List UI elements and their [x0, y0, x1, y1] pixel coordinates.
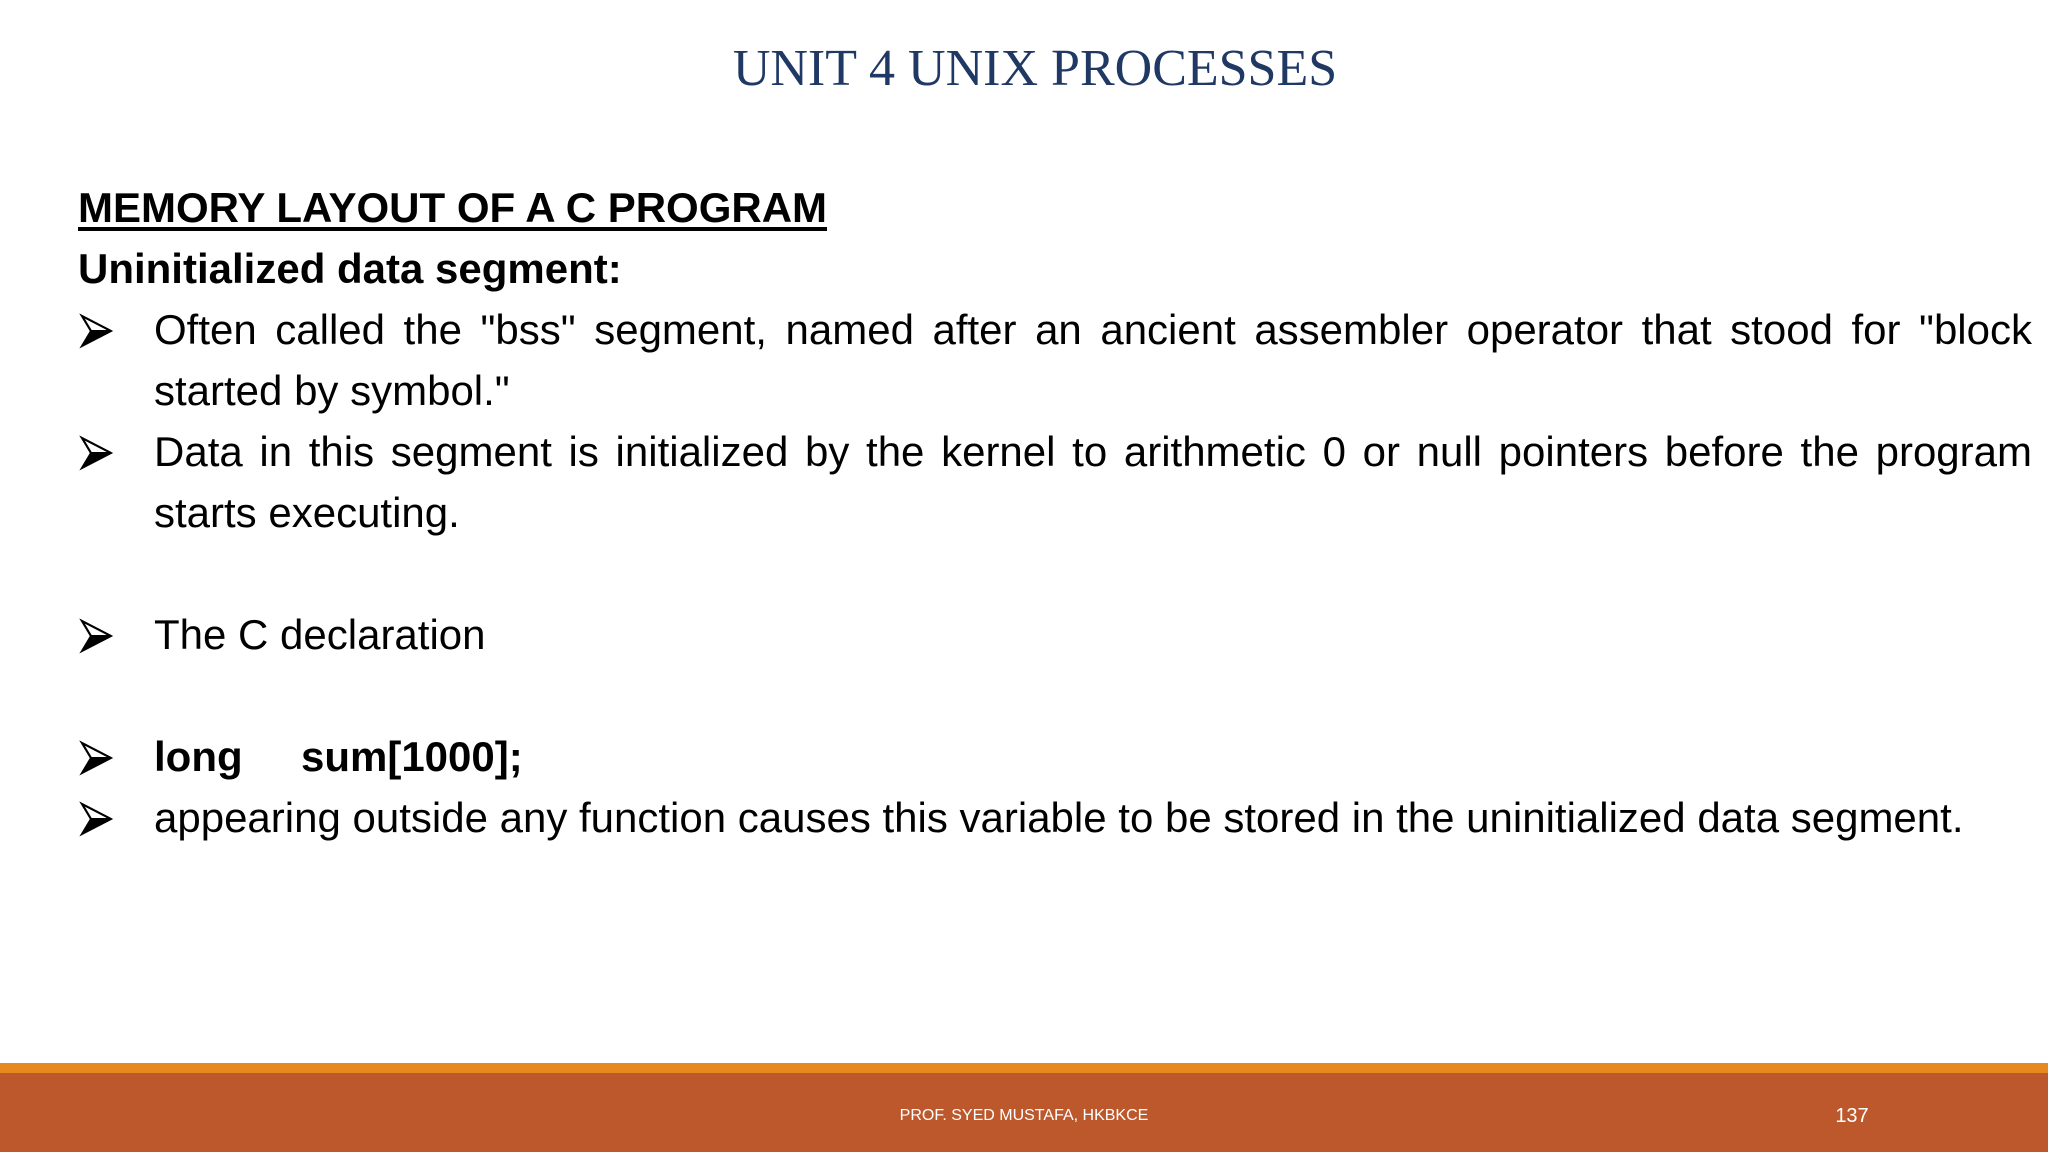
arrow-bullet-icon — [78, 618, 114, 654]
arrow-bullet-icon — [78, 435, 114, 471]
arrow-bullet-icon — [78, 740, 114, 776]
arrow-bullet-icon — [78, 801, 114, 837]
bullet-text: appearing outside any function causes this variable to be stored in the uninitialized data segment. — [154, 794, 1964, 841]
bullet-item — [78, 299, 2032, 421]
footer-stripe — [0, 1063, 2048, 1073]
footer-author: PROF. SYED MUSTAFA, HKBKCE — [899, 1107, 1149, 1124]
slide-title: UNIT 4 UNIX PROCESSES — [732, 40, 1338, 97]
bullet-text: Data in this segment is initialized by the kernel to arithmetic 0 or null pointers before the program starts executing. — [154, 428, 2032, 536]
bullet-item — [78, 787, 2032, 848]
bullet-text: The C declaration — [154, 611, 486, 658]
bullet-item-code — [78, 726, 2032, 787]
bullet-item — [78, 604, 2032, 665]
bullet-item — [78, 421, 2032, 543]
page-number: 137 — [1835, 1105, 1869, 1127]
code-declaration: long sum[1000]; — [154, 733, 523, 780]
bullet-text: Often called the "bss" segment, named after an ancient assembler operator that stood for "block started by symbol." — [154, 306, 2032, 414]
arrow-bullet-icon — [78, 313, 114, 349]
spacer — [78, 543, 2032, 604]
spacer — [78, 665, 2032, 726]
slide-content — [78, 177, 2032, 848]
subheading: Uninitialized data segment: — [78, 245, 622, 292]
section-heading: MEMORY LAYOUT OF A C PROGRAM — [78, 184, 828, 231]
